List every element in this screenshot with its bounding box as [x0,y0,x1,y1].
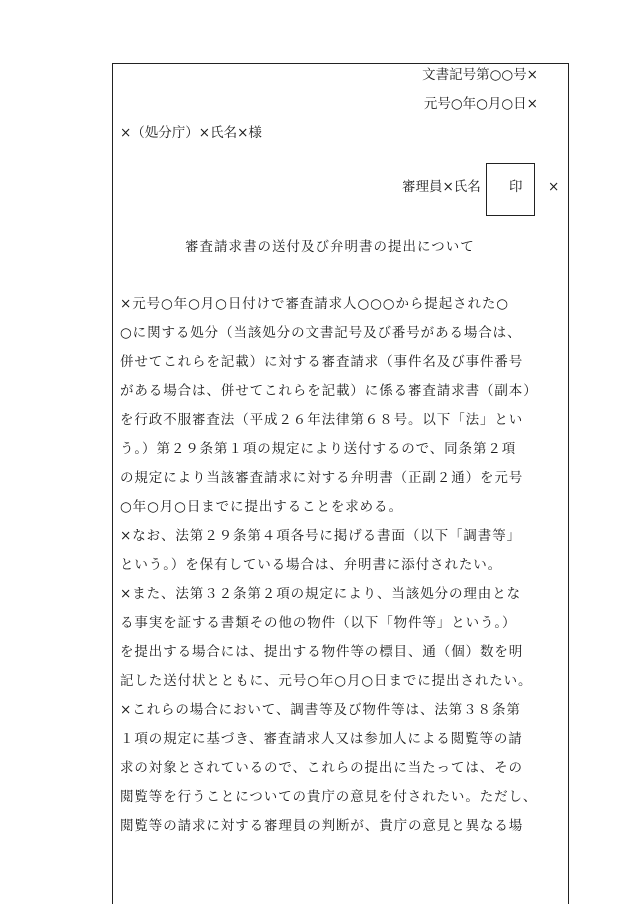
seal-suffix: × [548,179,560,195]
body-line: ○に関する処分（当該処分の文書記号及び番号がある場合は、 [120,325,522,341]
body-line: 閲覧等の請求に対する審理員の判断が、貴庁の意見と異なる場 [120,818,524,834]
body-line: 求の対象とされているので、これらの提出に当たっては、その [120,760,523,776]
body-line: 記した送付状とともに、元号○年○月○日までに提出されたい。 [120,673,533,689]
body-line: の規定により当該審査請求に対する弁明書（正副２通）を元号 [120,470,524,486]
seal-label: 印 [509,179,523,195]
document-title: 審査請求書の送付及び弁明書の提出について [185,239,475,255]
document-date: 元号○年○月○日× [423,96,538,112]
body-line: ○年○月○日までに提出することを求める。 [120,499,403,515]
body-line: 併せてこれらを記載）に対する審査請求（事件名及び事件番号 [120,354,524,370]
body-line: る事実を証する書類その他の物件（以下「物件等」という。） [120,615,517,631]
signer-name: 審理員×氏名 [402,179,481,195]
body-line: ×なお、法第２９条第４項各号に掲げる書面（以下「調書等」 [120,528,522,544]
body-line: を提出する場合には、提出する物件等の標目、通（個）数を明 [120,644,524,660]
body-line: ×これらの場合において、調書等及び物件等は、法第３８条第 [120,702,521,718]
body-line: １項の規定に基づき、審査請求人又は参加人による閲覧等の請 [120,731,523,747]
body-line: ×元号○年○月○日付けで審査請求人○○○から提起された○ [120,296,509,312]
addressee: ×（処分庁）×氏名×様 [120,125,262,141]
document-number: 文書記号第○○号× [422,67,538,83]
body-line: 閲覧等を行うことについての貴庁の意見を付されたい。ただし、 [120,789,538,805]
body-line: を行政不服審査法（平成２６年法律第６８号。以下「法」とい [120,412,524,428]
body-line: がある場合は、併せてこれらを記載）に係る審査請求書（副本） [120,383,538,399]
body-line: う。）第２９条第１項の規定により送付するので、同条第２項 [120,441,517,457]
body-line: という。）を保有している場合は、弁明書に添付されたい。 [120,557,503,573]
body-line: ×また、法第３２条第２項の規定により、当該処分の理由とな [120,586,522,602]
